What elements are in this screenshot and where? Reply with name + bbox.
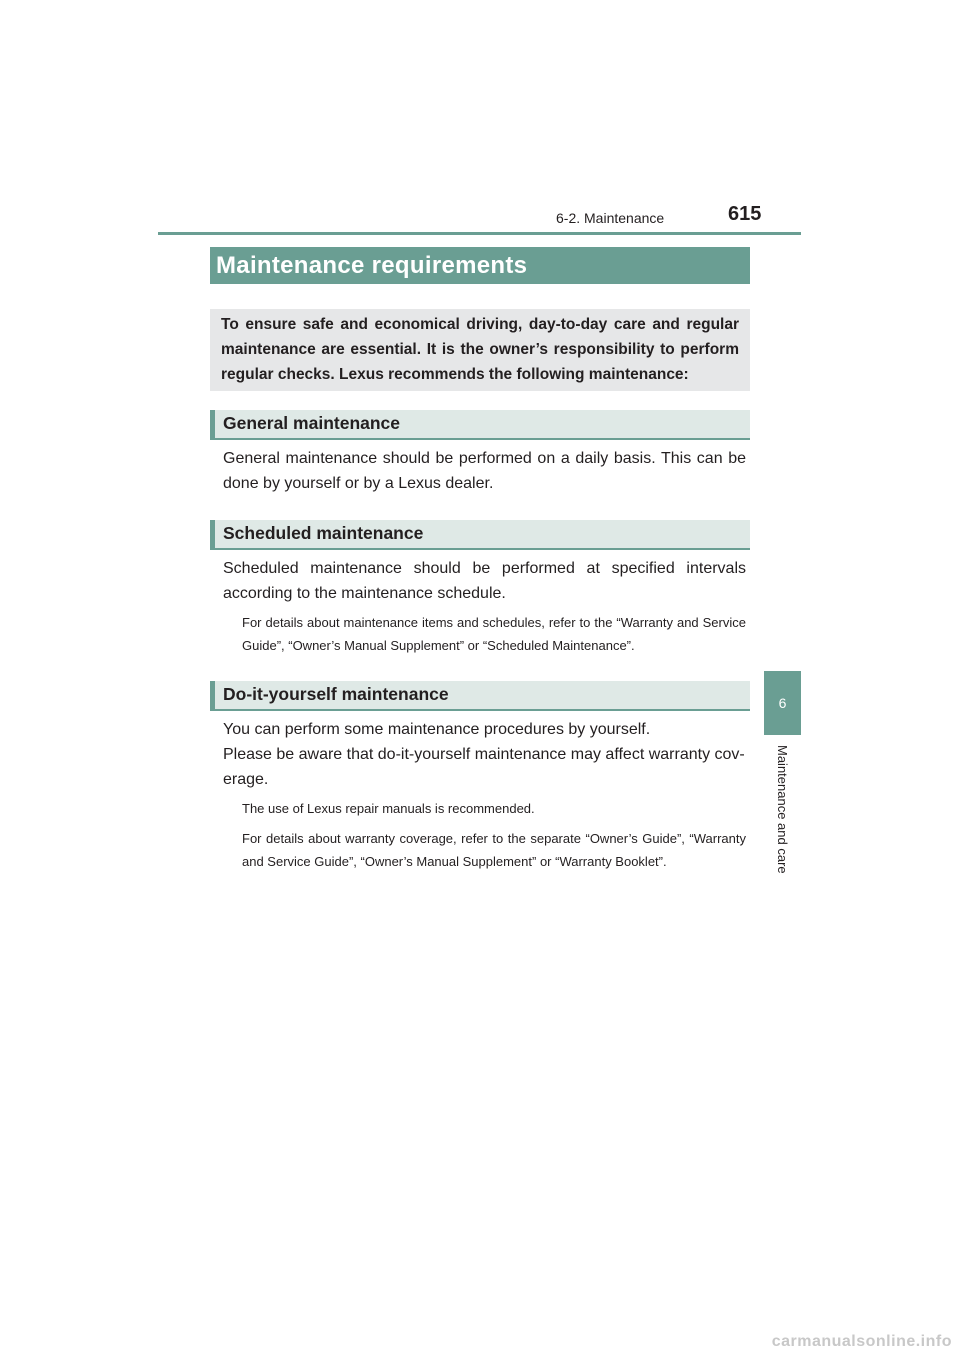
diy-maintenance-text-2: Please be aware that do-it-yourself maintenance may affect warranty cov-erage.	[223, 746, 745, 788]
page-number: 615	[728, 203, 762, 225]
scheduled-maintenance-heading: Scheduled maintenance	[210, 520, 750, 550]
general-maintenance-text: General maintenance should be performed on a daily basis. This can be done by yourself or by a Lexus dealer.	[223, 450, 746, 492]
chapter-tab: 6	[764, 671, 801, 735]
intro-box: To ensure safe and economical driving, day-to-day care and regular maintenance are essential. It is the owner’s responsibility to perform regular checks. Lexus recommends the following maintenance:	[210, 309, 750, 391]
diy-maintenance-heading: Do-it-yourself maintenance	[210, 681, 750, 711]
chapter-label: Maintenance and care	[775, 745, 790, 874]
diy-maintenance-note-2: For details about warranty coverage, refer to the separate “Owner’s Guide”, “Warranty and Service Guide”, “Owner’s Manual Supplement” or “Warranty Booklet”.	[242, 831, 746, 869]
page-title: Maintenance requirements	[210, 247, 750, 284]
diy-maintenance-note-1: The use of Lexus repair manuals is recommended.	[242, 801, 535, 816]
watermark: carmanualsonline.info	[771, 1333, 952, 1350]
scheduled-maintenance-note: For details about maintenance items and schedules, refer to the “Warranty and Service Guide”, “Owner’s Manual Supplement” or “Scheduled Maintenance”.	[242, 615, 746, 653]
scheduled-maintenance-text: Scheduled maintenance should be performed at specified intervals according to the maintenance schedule.	[223, 560, 746, 602]
header-rule	[158, 232, 801, 235]
general-maintenance-heading: General maintenance	[210, 410, 750, 440]
section-label: 6-2. Maintenance	[556, 210, 665, 226]
diy-maintenance-text-1: You can perform some maintenance procedures by yourself.	[223, 721, 651, 738]
